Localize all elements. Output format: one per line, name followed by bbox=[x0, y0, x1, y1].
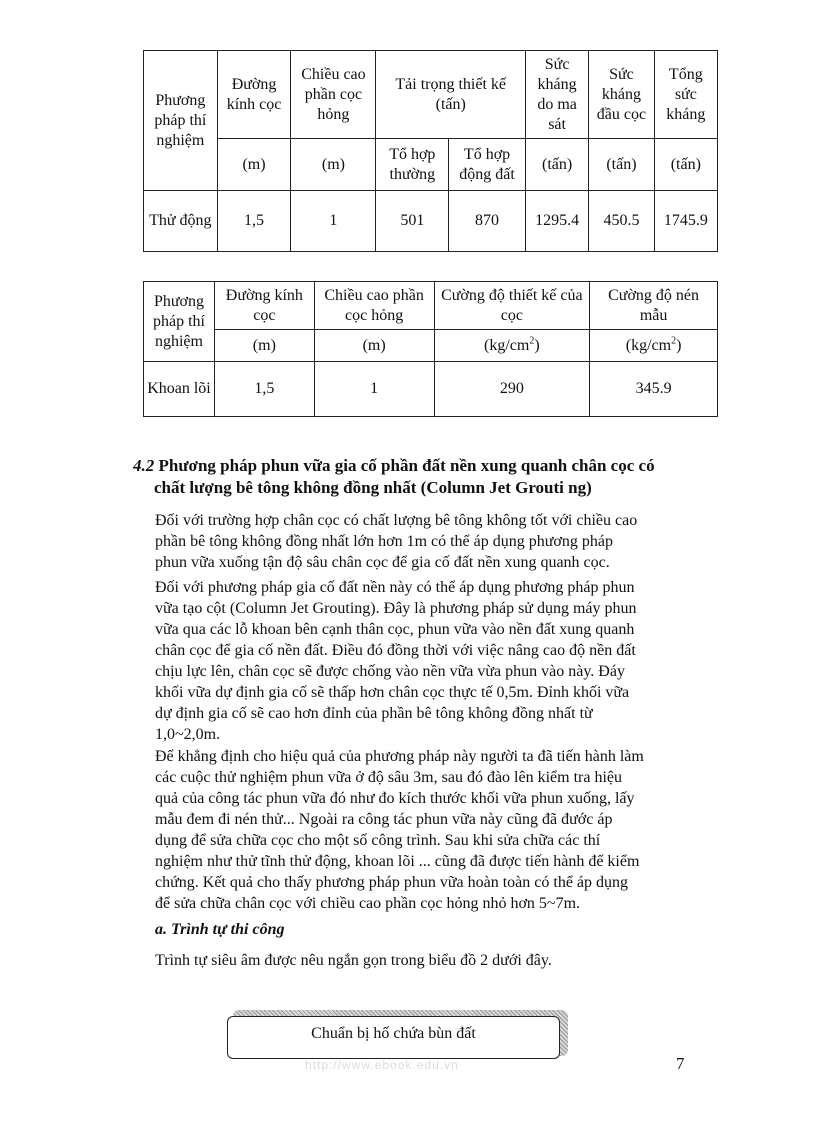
unit-diameter: (m) bbox=[217, 139, 291, 191]
header-tip: Sức kháng đầu cọc bbox=[589, 51, 654, 139]
cell-design: 290 bbox=[434, 362, 590, 417]
cell-diameter: 1,5 bbox=[217, 191, 291, 252]
header-design-strength: Cường độ thiết kế của cọc bbox=[434, 282, 590, 330]
section-title-line2: chất lượng bê tông không đồng nhất (Column Jet Grouti ng) bbox=[154, 478, 592, 497]
section-heading bbox=[133, 455, 703, 499]
paragraph-2: Đối với phương pháp gia cố đất nền này có thể áp dụng phương pháp phun vữa tạo cột (Column Jet Grouting). Đây là phương pháp sử dụng máy phun vữa qua các lỗ khoan bên cạnh thân cọc, phun vữa vào nền đất xung quanh chân cọc để gia cố nền đất. Điều đó đồng thời với việc nâng cao độ nền đất chịu lực lên, chân cọc sẽ được chống vào nền vữa vừa phun vào này. Đáy khối vữa dự định gia cố sẽ thấp hơn chân cọc thực tế 0,5m. Đỉnh khối vữa dự định gia cố sẽ cao hơn đỉnh của phần bê tông không đồng nhất từ 1,0~2,0m. bbox=[155, 579, 637, 743]
header-height: Chiều cao phần cọc hỏng bbox=[314, 282, 434, 330]
section-title-line1: Phương pháp phun vữa gia cố phần đất nền xung quanh chân cọc có bbox=[158, 456, 655, 475]
header-diameter: Đường kính cọc bbox=[214, 282, 314, 330]
page-number: 7 bbox=[676, 1054, 685, 1073]
dynamic-test-table bbox=[143, 50, 718, 252]
subheading: a. Trình tự thi công bbox=[155, 921, 285, 938]
cell-normal: 501 bbox=[376, 191, 449, 252]
header-friction: Sức kháng do ma sát bbox=[525, 51, 588, 139]
header-design-load: Tải trọng thiết kế (tấn) bbox=[376, 51, 525, 139]
header-method: Phương pháp thí nghiệm bbox=[144, 51, 218, 191]
cell-method: Thử động bbox=[144, 191, 218, 252]
cell-quake: 870 bbox=[449, 191, 526, 252]
cell-diameter: 1,5 bbox=[214, 362, 314, 417]
cell-height: 1 bbox=[291, 191, 376, 252]
subheader-quake: Tổ hợp động đất bbox=[449, 139, 526, 191]
cell-method: Khoan lõi bbox=[144, 362, 215, 417]
paragraph-3: Để khẳng định cho hiệu quả của phương pháp này người ta đã tiến hành làm các cuộc thử nghiệm phun vữa ở độ sâu 3m, sau đó đào lên kiểm tra hiệu quả của công tác phun vữa đó như đo kích thước khối vữa phun xuống, lấy mẫu đem đi nén thử... Ngoài ra công tác phun vữa này cũng đã đước áp dụng để sửa chữa cọc cho một số công trình. Sau khi sửa chữa các thí nghiệm như thử tĩnh thử động, khoan lõi ... cũng đã được tiến hành để kiểm chứng. Kết quả cho thấy phương pháp phun vữa hoàn toàn có thể áp dụng để sửa chữa chân cọc với chiều cao phần cọc hỏng nhỏ hơn 5~7m. bbox=[155, 748, 644, 912]
unit-tip: (tấn) bbox=[589, 139, 654, 191]
cell-sample: 345.9 bbox=[590, 362, 718, 417]
unit-height: (m) bbox=[291, 139, 376, 191]
unit-height: (m) bbox=[314, 330, 434, 362]
core-drilling-table bbox=[143, 281, 718, 417]
subheader-normal: Tổ hợp thường bbox=[376, 139, 449, 191]
header-total: Tổng sức kháng bbox=[654, 51, 717, 139]
cell-tip: 450.5 bbox=[589, 191, 654, 252]
unit-friction: (tấn) bbox=[525, 139, 588, 191]
header-diameter: Đường kính cọc bbox=[217, 51, 291, 139]
unit-sample: $(kg/cm^2)$ bbox=[590, 330, 718, 362]
cell-friction: 1295.4 bbox=[525, 191, 588, 252]
paragraph-1: Đối với trường hợp chân cọc có chất lượng bê tông không tốt với chiều cao phần bê tông không đồng nhất lớn hơn 1m có thể áp dụng phương pháp phun vữa xuống tận độ sâu chân cọc để gia cố đất nền xung quanh cọc. bbox=[155, 512, 638, 571]
watermark: http://www.ebook.edu.vn bbox=[305, 1058, 459, 1072]
unit-design: $(kg/cm^2)$ bbox=[434, 330, 590, 362]
cell-total: 1745.9 bbox=[654, 191, 717, 252]
flow-box-label: Chuẩn bị hố chứa bùn đất bbox=[311, 1025, 476, 1042]
header-height: Chiều cao phần cọc hỏng bbox=[291, 51, 376, 139]
table-row bbox=[144, 362, 718, 417]
header-sample-strength: Cường độ nén mẫu bbox=[590, 282, 718, 330]
unit-total: (tấn) bbox=[654, 139, 717, 191]
section-number: 4.2 bbox=[133, 456, 155, 475]
paragraph-4: Trình tự siêu âm được nêu ngắn gọn trong biểu đồ 2 dưới đây. bbox=[155, 952, 552, 969]
unit-diameter: (m) bbox=[214, 330, 314, 362]
flow-box bbox=[227, 1016, 560, 1059]
table-row bbox=[144, 191, 718, 252]
cell-height: 1 bbox=[314, 362, 434, 417]
header-method: Phương pháp thí nghiệm bbox=[144, 282, 215, 362]
